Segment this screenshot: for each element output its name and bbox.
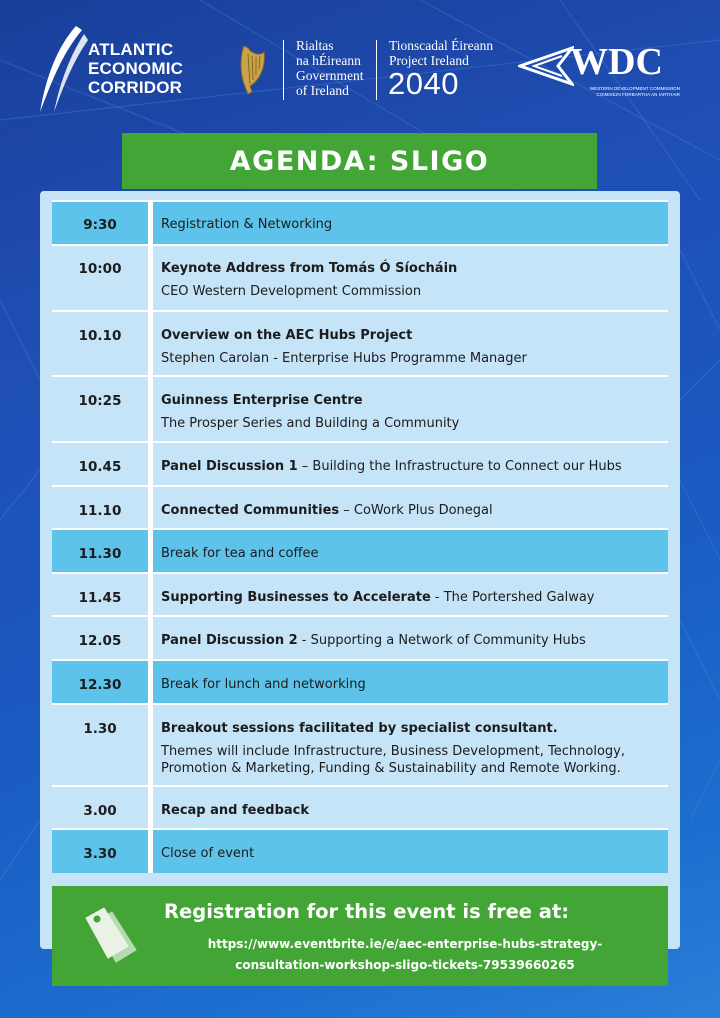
agenda-session-detail: The Prosper Series and Building a Community xyxy=(161,416,460,431)
agenda-description xyxy=(153,617,668,660)
agenda-row xyxy=(52,617,668,660)
agenda-session-text: Registration & Networking xyxy=(161,217,333,232)
agenda-row xyxy=(52,487,668,529)
agenda-row xyxy=(52,530,668,573)
agenda-description xyxy=(153,245,668,311)
row-divider xyxy=(52,200,668,202)
agenda-session-text: - The Portershed Galway xyxy=(430,590,595,605)
agenda-description xyxy=(153,377,668,442)
agenda-row xyxy=(52,661,668,704)
gov-line4: of Ireland xyxy=(296,83,349,98)
registration-link[interactable] xyxy=(170,934,640,976)
agenda-session-text: - Supporting a Network of Community Hubs xyxy=(297,633,586,648)
agenda-time: 3.00 xyxy=(83,803,117,819)
agenda-row xyxy=(52,312,668,376)
agenda-session-detail: Themes will include Infrastructure, Business Development, Technology, Promotion & Marketing, Funding & Sustainability and Remote Working. xyxy=(161,744,625,776)
harp-icon xyxy=(238,42,268,98)
agenda-time: 12.30 xyxy=(52,661,148,704)
agenda-time: 10.10 xyxy=(78,328,122,344)
aec-line3: CORRIDOR xyxy=(88,78,183,97)
aec-swoosh-icon xyxy=(38,26,88,114)
agenda-session-detail: CEO Western Development Commission xyxy=(161,284,422,299)
agenda-session-title: Panel Discussion 1 xyxy=(161,459,298,474)
agenda-title-banner xyxy=(122,133,597,189)
agenda-description xyxy=(153,705,668,786)
project-line2: Project Ireland xyxy=(389,53,469,68)
agenda-row xyxy=(52,830,668,873)
agenda-row xyxy=(52,201,668,245)
agenda-row xyxy=(52,443,668,486)
registration-footer xyxy=(52,886,668,986)
agenda-session-title: Breakout sessions facilitated by specialist consultant. xyxy=(161,721,558,736)
agenda-session-title: Panel Discussion 2 xyxy=(161,633,298,648)
agenda-description xyxy=(153,312,668,376)
agenda-row xyxy=(52,705,668,786)
agenda-description xyxy=(153,530,668,573)
agenda-session-text: Close of event xyxy=(161,846,255,861)
agenda-time: 11.30 xyxy=(52,530,148,573)
ticket-tag-icon xyxy=(82,904,140,968)
agenda-time: 10:00 xyxy=(78,261,122,277)
agenda-time: 9:30 xyxy=(52,201,148,245)
project-year: 2040 xyxy=(388,66,459,101)
agenda-row xyxy=(52,245,668,311)
agenda-session-text: Break for tea and coffee xyxy=(161,546,319,561)
agenda-description xyxy=(153,201,668,245)
gov-line1: Rialtas xyxy=(296,38,334,53)
aec-logo xyxy=(38,26,208,114)
agenda-session-title: Guinness Enterprise Centre xyxy=(161,393,363,408)
agenda-session-text: – Building the Infrastructure to Connect our Hubs xyxy=(297,459,622,474)
agenda-row xyxy=(52,377,668,442)
registration-heading: Registration for this event is free at: xyxy=(164,900,570,923)
column-divider xyxy=(148,201,153,873)
agenda-description xyxy=(153,787,668,829)
agenda-row xyxy=(52,787,668,829)
page-title: AGENDA: SLIGO xyxy=(229,145,490,177)
agenda-time: 10.45 xyxy=(78,459,122,475)
agenda-description xyxy=(153,487,668,529)
registration-url-line1[interactable]: https://www.eventbrite.ie/e/aec-enterprise-hubs-strategy- xyxy=(207,937,603,951)
agenda-session-title: Overview on the AEC Hubs Project xyxy=(161,328,413,343)
agenda-description xyxy=(153,830,668,873)
registration-url-line2[interactable]: consultation-workshop-sligo-tickets-79539660265 xyxy=(235,958,575,972)
agenda-session-title: Recap and feedback xyxy=(161,803,310,818)
wdc-sub2: COIMISIÚN FORBARTHA AN IARTHAIR xyxy=(596,92,680,97)
wdc-sub1: WESTERN DEVELOPMENT COMMISSION xyxy=(589,86,680,91)
agenda-description xyxy=(153,574,668,616)
agenda-time: 11.10 xyxy=(78,503,122,519)
agenda-session-title: Keynote Address from Tomás Ó Síocháin xyxy=(161,261,458,276)
gov-line2: na hÉireann xyxy=(296,53,361,68)
aec-line1: ATLANTIC xyxy=(88,40,174,59)
wdc-name: WDC xyxy=(570,41,663,83)
agenda-time: 1.30 xyxy=(83,721,117,737)
agenda-session-detail: Stephen Carolan - Enterprise Hubs Programme Manager xyxy=(161,351,527,366)
agenda-session-title: Supporting Businesses to Accelerate xyxy=(161,590,431,605)
agenda-row xyxy=(52,574,668,616)
agenda-description xyxy=(153,661,668,704)
aec-line2: ECONOMIC xyxy=(88,59,184,78)
agenda-session-title: Connected Communities xyxy=(161,503,340,518)
divider xyxy=(283,40,284,100)
wdc-arrow-icon xyxy=(518,46,574,86)
project-line1: Tionscadal Éireann xyxy=(389,38,494,53)
agenda-time: 11.45 xyxy=(78,590,122,606)
agenda-time: 3.30 xyxy=(52,830,148,873)
agenda-time: 12.05 xyxy=(78,633,122,649)
wdc-logo xyxy=(518,41,688,104)
agenda-session-text: – CoWork Plus Donegal xyxy=(339,503,493,518)
agenda-time: 10:25 xyxy=(78,393,122,409)
gov-line3: Government xyxy=(296,68,364,83)
agenda-description xyxy=(153,443,668,486)
divider xyxy=(376,40,377,100)
project-ireland-logo xyxy=(389,38,493,68)
agenda-session-text: Break for lunch and networking xyxy=(161,677,366,692)
